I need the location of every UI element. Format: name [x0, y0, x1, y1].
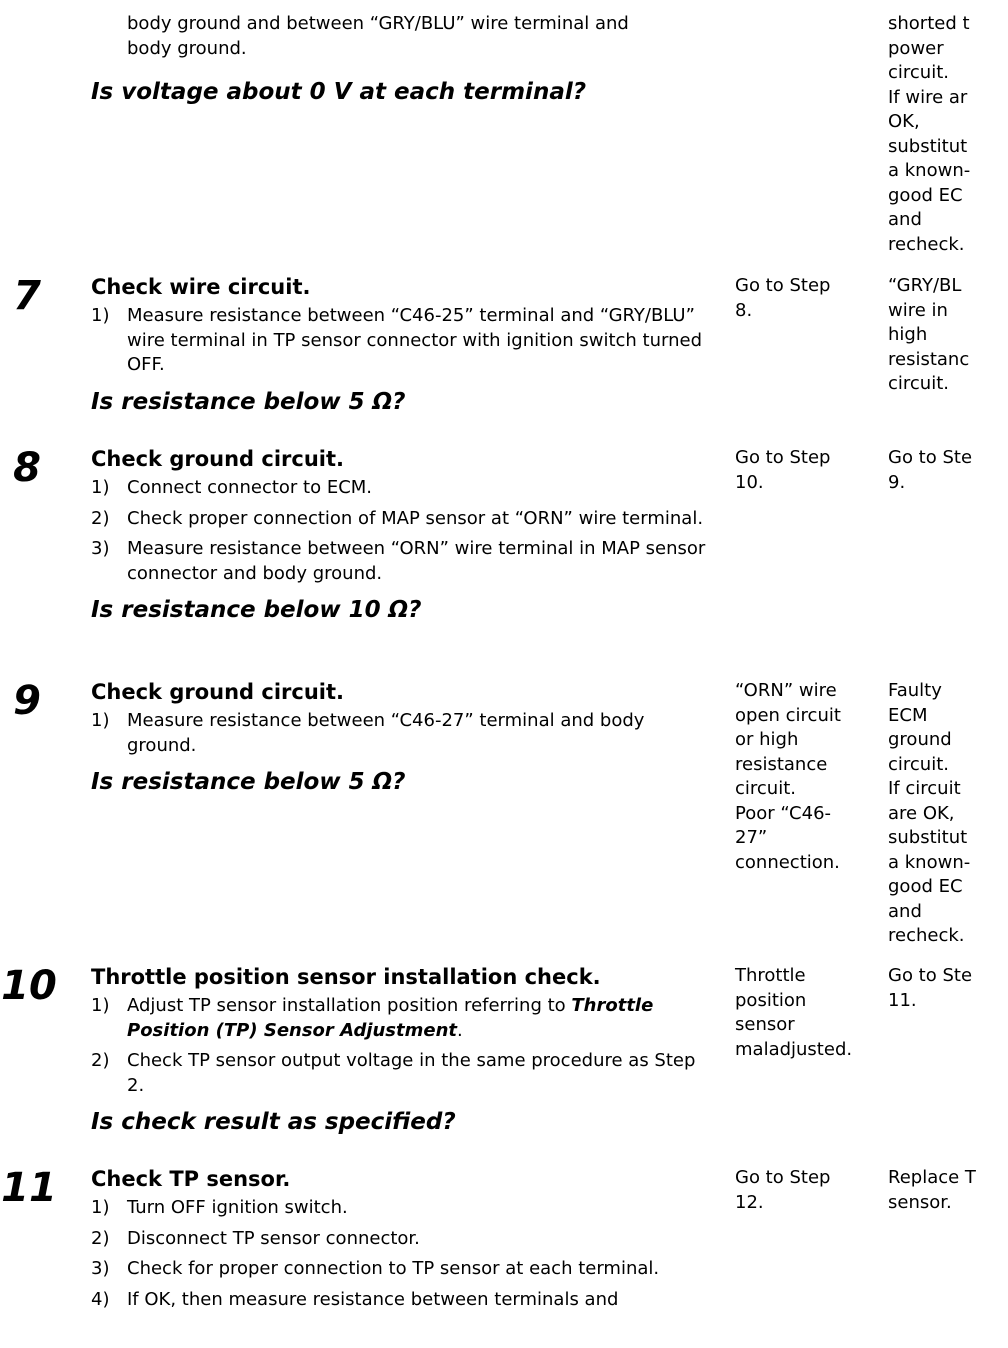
step-number: 8: [13, 445, 41, 491]
list-item: 3) Check for proper connection to TP sensor at each terminal.: [91, 1258, 660, 1279]
step-number: 11: [1, 1165, 57, 1211]
list-item: 2) Disconnect TP sensor connector.: [91, 1227, 420, 1249]
step-question: Is check result as specified?: [91, 1109, 456, 1135]
yes-cell: Go to Step 10.: [735, 447, 831, 493]
no-cell: Faulty ECM ground circuit. If circuit are OK, substitut a known- good EC and recheck.: [888, 680, 971, 946]
step-number: 9: [13, 678, 41, 724]
list-item: 2) Check proper connection of MAP sensor at “ORN” wire terminal.: [91, 507, 704, 529]
action-cell: [91, 1166, 716, 1318]
no-cell: Replace T sensor.: [888, 1167, 976, 1213]
continued-step-text: body ground and between “GRY/BLU” wire terminal and body ground.: [127, 13, 629, 59]
step-question: Is resistance below 5 Ω?: [91, 769, 406, 795]
step-title: Throttle position sensor installation check.: [91, 965, 601, 989]
action-cell: [91, 274, 716, 416]
list-item: 1) Measure resistance between “C46-27” terminal and body ground.: [91, 710, 645, 756]
no-cell: shorted t power circuit. If wire ar OK, substitut a known- good EC and recheck.: [888, 13, 971, 255]
step-question: Is voltage about 0 V at each terminal?: [91, 79, 587, 105]
list-item: 1) Measure resistance between “C46-25” terminal and “GRY/BLU” wire terminal in TP sensor connector with ignition switch turned OFF.: [91, 305, 702, 375]
procedure-list: [91, 994, 716, 1098]
list-item: 1) Adjust TP sensor installation position referring to Throttle Position (TP) Sensor Adjustment.: [91, 995, 654, 1041]
procedure-list: [91, 476, 716, 586]
list-item: 2) Check TP sensor output voltage in the same procedure as Step 2.: [91, 1050, 696, 1096]
action-cell: [91, 679, 716, 796]
list-item: 1) Turn OFF ignition switch.: [91, 1197, 348, 1218]
step-number: 10: [1, 963, 57, 1009]
list-item: 1) Connect connector to ECM.: [91, 477, 373, 498]
action-cell: [91, 964, 716, 1136]
yes-cell: Go to Step 12.: [735, 1167, 831, 1213]
reference-link[interactable]: Throttle Position (TP) Sensor Adjustment: [127, 995, 654, 1041]
procedure-list: [91, 1196, 716, 1312]
step-title: Check ground circuit.: [91, 447, 345, 471]
step-title: Check ground circuit.: [91, 680, 345, 704]
list-item: 4) If OK, then measure resistance between terminals and: [91, 1288, 619, 1310]
no-cell: Go to Ste 11.: [888, 965, 973, 1011]
procedure-list: [91, 709, 716, 758]
step-question: Is resistance below 10 Ω?: [91, 597, 422, 623]
step-title: Check TP sensor.: [91, 1167, 291, 1191]
yes-cell: Go to Step 8.: [735, 275, 831, 321]
action-cell: [91, 446, 716, 624]
procedure-list: [91, 304, 716, 378]
no-cell: “GRY/BL wire in high resistanc circuit.: [888, 275, 970, 394]
list-item: 3) Measure resistance between “ORN” wire terminal in MAP sensor connector and body ground.: [91, 538, 706, 584]
no-cell: Go to Ste 9.: [888, 447, 973, 493]
step-title: Check wire circuit.: [91, 275, 311, 299]
step-question: Is resistance below 5 Ω?: [91, 388, 406, 415]
yes-cell: Throttle position sensor maladjusted.: [735, 965, 853, 1060]
action-cell: [91, 12, 716, 106]
yes-cell: “ORN” wire open circuit or high resistance circuit. Poor “C46- 27” connection.: [735, 680, 841, 873]
step-number: 7: [13, 273, 41, 319]
